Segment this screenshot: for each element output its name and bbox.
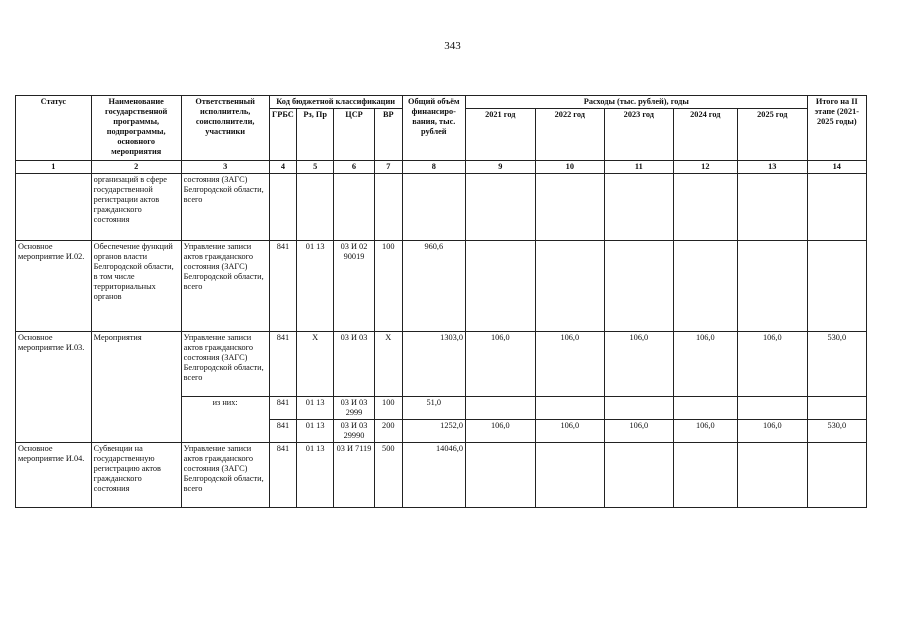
header-total: Общий объём финансиро-вания, тыс. рублей bbox=[402, 96, 465, 161]
cell-2021 bbox=[466, 397, 536, 420]
cell-executor-subheader: из них: bbox=[181, 397, 269, 443]
cell-grbs: 841 bbox=[269, 332, 297, 397]
cell-rz-pr bbox=[297, 174, 334, 241]
header-csr: ЦСР bbox=[334, 109, 375, 161]
cell-2025 bbox=[738, 397, 808, 420]
cell-2024 bbox=[673, 241, 737, 332]
column-number: 11 bbox=[605, 161, 674, 174]
cell-itogo bbox=[807, 443, 866, 508]
cell-2024: 106,0 bbox=[673, 332, 737, 397]
cell-2025 bbox=[738, 174, 808, 241]
column-number: 10 bbox=[535, 161, 605, 174]
cell-2025: 106,0 bbox=[738, 332, 808, 397]
cell-rz-pr: X bbox=[297, 332, 334, 397]
cell-total: 51,0 bbox=[402, 397, 465, 420]
cell-2022: 106,0 bbox=[535, 420, 605, 443]
cell-name: Мероприятия bbox=[91, 332, 181, 443]
column-number: 7 bbox=[374, 161, 402, 174]
cell-itogo bbox=[807, 397, 866, 420]
budget-table bbox=[15, 95, 867, 508]
column-number: 12 bbox=[673, 161, 737, 174]
cell-2021 bbox=[466, 443, 536, 508]
cell-2023 bbox=[605, 397, 674, 420]
column-number-row bbox=[16, 161, 867, 174]
cell-vr: X bbox=[374, 332, 402, 397]
page-number: 343 bbox=[444, 40, 461, 52]
cell-2023 bbox=[605, 443, 674, 508]
cell-2022: 106,0 bbox=[535, 332, 605, 397]
cell-itogo: 530,0 bbox=[807, 332, 866, 397]
header-itogo: Итого на II этапе (2021-2025 годы) bbox=[807, 96, 866, 161]
header-row bbox=[16, 96, 867, 109]
cell-2024 bbox=[673, 174, 737, 241]
cell-name: организаций в сфере государственной регистрации актов гражданского состояния bbox=[91, 174, 181, 241]
cell-csr: 03 И 03 29990 bbox=[334, 420, 375, 443]
cell-2024: 106,0 bbox=[673, 420, 737, 443]
header-2021: 2021 год bbox=[466, 109, 536, 161]
header-budget-code: Код бюджетной классификации bbox=[269, 96, 402, 109]
header-2024: 2024 год bbox=[673, 109, 737, 161]
cell-2025: 106,0 bbox=[738, 420, 808, 443]
column-number: 14 bbox=[807, 161, 866, 174]
cell-name: Субвенции на государственную регистрацию актов гражданского состояния bbox=[91, 443, 181, 508]
cell-2022 bbox=[535, 397, 605, 420]
cell-2025 bbox=[738, 443, 808, 508]
header-grbs: ГРБС bbox=[269, 109, 297, 161]
cell-grbs: 841 bbox=[269, 397, 297, 420]
cell-total: 1303,0 bbox=[402, 332, 465, 397]
cell-itogo bbox=[807, 241, 866, 332]
column-number: 4 bbox=[269, 161, 297, 174]
cell-vr: 100 bbox=[374, 241, 402, 332]
cell-grbs: 841 bbox=[269, 443, 297, 508]
header-executor: Ответственный исполнитель, соисполнители, участники bbox=[181, 96, 269, 161]
column-number: 9 bbox=[466, 161, 536, 174]
column-number: 8 bbox=[402, 161, 465, 174]
cell-csr: 03 И 7119 bbox=[334, 443, 375, 508]
header-status: Статус bbox=[16, 96, 92, 161]
cell-2022 bbox=[535, 443, 605, 508]
cell-grbs bbox=[269, 174, 297, 241]
cell-csr: 03 И 03 2999 bbox=[334, 397, 375, 420]
column-number: 3 bbox=[181, 161, 269, 174]
table-row-continuation bbox=[16, 174, 867, 241]
cell-rz-pr: 01 13 bbox=[297, 443, 334, 508]
cell-rz-pr: 01 13 bbox=[297, 241, 334, 332]
cell-csr: 03 И 03 bbox=[334, 332, 375, 397]
header-2022: 2022 год bbox=[535, 109, 605, 161]
cell-2025 bbox=[738, 241, 808, 332]
cell-2021: 106,0 bbox=[466, 332, 536, 397]
cell-status: Основное мероприятие И.03. bbox=[16, 332, 92, 443]
cell-2021 bbox=[466, 174, 536, 241]
cell-csr: 03 И 02 90019 bbox=[334, 241, 375, 332]
column-number: 6 bbox=[334, 161, 375, 174]
cell-status: Основное мероприятие И.04. bbox=[16, 443, 92, 508]
cell-total: 1252,0 bbox=[402, 420, 465, 443]
cell-2024 bbox=[673, 397, 737, 420]
cell-2024 bbox=[673, 443, 737, 508]
cell-2021: 106,0 bbox=[466, 420, 536, 443]
header-rz-pr: Рз, Пр bbox=[297, 109, 334, 161]
cell-grbs: 841 bbox=[269, 420, 297, 443]
cell-grbs: 841 bbox=[269, 241, 297, 332]
cell-2023: 106,0 bbox=[605, 420, 674, 443]
cell-executor: Управление записи актов гражданского состояния (ЗАГС) Белгородской области, всего bbox=[181, 241, 269, 332]
header-name: Наименование государственной программы, подпрограммы, основного мероприятия bbox=[91, 96, 181, 161]
column-number: 13 bbox=[738, 161, 808, 174]
cell-vr: 500 bbox=[374, 443, 402, 508]
cell-total: 960,6 bbox=[402, 241, 465, 332]
header-2025: 2025 год bbox=[738, 109, 808, 161]
column-number: 5 bbox=[297, 161, 334, 174]
cell-rz-pr: 01 13 bbox=[297, 397, 334, 420]
cell-status bbox=[16, 174, 92, 241]
cell-vr bbox=[374, 174, 402, 241]
cell-2021 bbox=[466, 241, 536, 332]
table-row-i04 bbox=[16, 443, 867, 508]
cell-executor: Управление записи актов гражданского состояния (ЗАГС) Белгородской области, всего bbox=[181, 332, 269, 397]
cell-name: Обеспечение функций органов власти Белгородской области, в том числе территориальных органов bbox=[91, 241, 181, 332]
cell-2022 bbox=[535, 174, 605, 241]
cell-csr bbox=[334, 174, 375, 241]
column-number: 2 bbox=[91, 161, 181, 174]
cell-executor: Управление записи актов гражданского состояния (ЗАГС) Белгородской области, всего bbox=[181, 443, 269, 508]
cell-total bbox=[402, 174, 465, 241]
table-row-i03 bbox=[16, 332, 867, 397]
table-row-i02 bbox=[16, 241, 867, 332]
header-2023: 2023 год bbox=[605, 109, 674, 161]
column-number: 1 bbox=[16, 161, 92, 174]
header-vr: ВР bbox=[374, 109, 402, 161]
cell-rz-pr: 01 13 bbox=[297, 420, 334, 443]
cell-2023 bbox=[605, 241, 674, 332]
cell-vr: 100 bbox=[374, 397, 402, 420]
cell-2022 bbox=[535, 241, 605, 332]
cell-executor: состояния (ЗАГС) Белгородской области, всего bbox=[181, 174, 269, 241]
cell-itogo bbox=[807, 174, 866, 241]
cell-itogo: 530,0 bbox=[807, 420, 866, 443]
cell-vr: 200 bbox=[374, 420, 402, 443]
header-expenses: Расходы (тыс. рублей), годы bbox=[466, 96, 808, 109]
cell-total: 14046,0 bbox=[402, 443, 465, 508]
cell-2023: 106,0 bbox=[605, 332, 674, 397]
cell-status: Основное мероприятие И.02. bbox=[16, 241, 92, 332]
cell-2023 bbox=[605, 174, 674, 241]
